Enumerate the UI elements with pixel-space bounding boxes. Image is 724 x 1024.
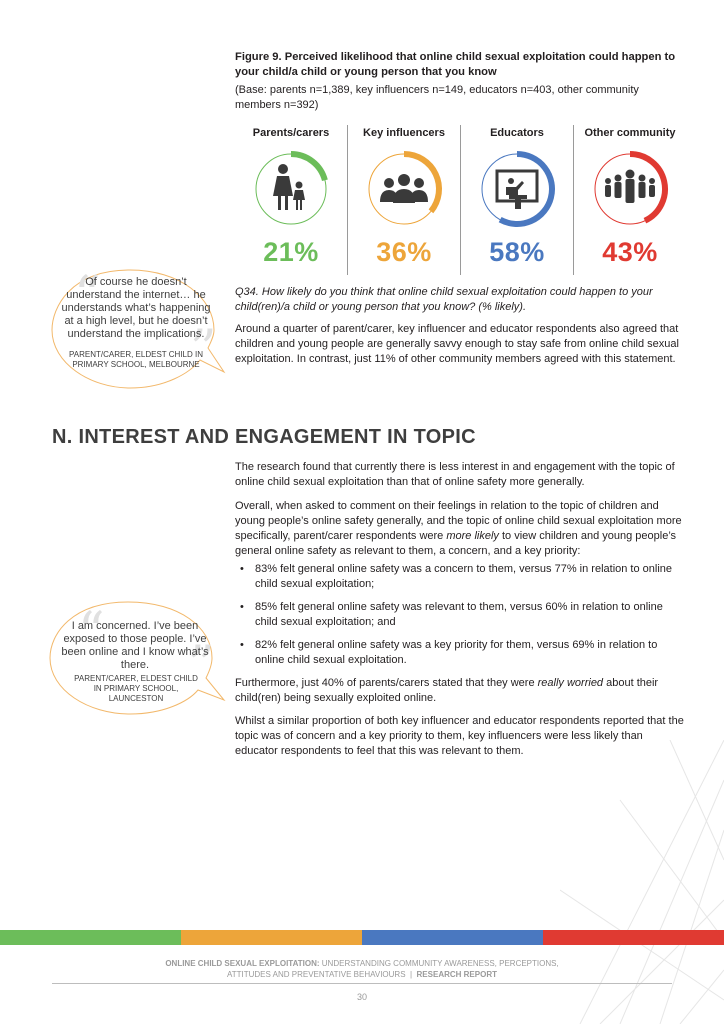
survey-question: Q34. How likely do you think that online child sexual exploitation could happen to your child(ren)/a child or young person that you know? (% likely). xyxy=(235,286,653,313)
category-label: Educators xyxy=(490,127,544,139)
findings-list xyxy=(235,562,685,676)
color-bar-red xyxy=(543,930,724,945)
quote-text: I am concerned. I’ve been exposed to those people. I’ve been online and I know what’s there. xyxy=(61,620,209,671)
donut-educators xyxy=(475,147,559,231)
list-item: • 82% felt general online safety was a key priority for them, versus 69% in relation to online child sexual exploitation. xyxy=(235,638,685,668)
donut-other-community xyxy=(588,147,672,231)
parent-child-icon xyxy=(273,164,305,210)
open-quote-icon: “ xyxy=(78,602,105,662)
paragraph-overall xyxy=(235,499,685,559)
paragraph-influencers: Whilst a similar proportion of both key influencer and educator respondents reported that the topic was of concern and a key priority to them, key influencers were less likely than educator respondents to feel that this was relevant to them. xyxy=(235,715,684,757)
text-span: Overall, when asked to comment on their feelings in relation to the topic of children and young people’s online safety generally, and the topic of online child sexual exploitation more specifically, parent/carer respondents were xyxy=(235,500,682,542)
close-quote-icon: ” xyxy=(188,636,215,696)
quote-bubble xyxy=(50,268,226,392)
donut-parents xyxy=(249,147,333,231)
teacher-presentation-icon xyxy=(497,171,537,209)
quote-attribution: PARENT/CARER, ELDEST CHILD IN PRIMARY SCHOOL, LAUNCESTON xyxy=(74,674,198,703)
donut-key-influencers xyxy=(362,147,446,231)
open-quote-icon: “ xyxy=(74,266,101,326)
text-span: Furthermore, just 40% of parents/carers stated that they were xyxy=(235,677,538,689)
list-item: • 83% felt general online safety was a concern to them, versus 77% in relation to online child sexual exploitation; xyxy=(235,562,685,592)
paragraph-interest: The research found that currently there is less interest in and engagement with the topic of online child sexual exploitation than that of online safety more generally. xyxy=(235,461,675,488)
quote-text: Of course he doesn’t understand the internet… he understands what’s happening at a high level, but he doesn’t understand the implications. xyxy=(61,276,211,340)
category-label: Parents/carers xyxy=(252,127,330,139)
figure-base: (Base: parents n=1,389, key influencers n=149, educators n=403, other community members n=392) xyxy=(235,84,639,111)
footer-report-label: RESEARCH REPORT xyxy=(416,970,497,979)
section-heading: N. INTEREST AND ENGAGEMENT IN TOPIC xyxy=(52,426,476,448)
quote-attribution: PARENT/CARER, ELDEST CHILD IN PRIMARY SCHOOL, MELBOURNE xyxy=(69,350,203,369)
list-item: • 85% felt general online safety was relevant to them, versus 60% in relation to online child sexual exploitation; and xyxy=(235,600,685,630)
footer-title-bold: ONLINE CHILD SEXUAL EXPLOITATION: xyxy=(165,959,320,968)
panel-educators xyxy=(461,125,573,275)
panel-other-community xyxy=(574,125,686,275)
page-footer xyxy=(0,958,724,980)
figure-chart xyxy=(235,125,685,275)
text-span: to view children and young people’s general online safety as relevant to them, a concern, and a key priority: xyxy=(235,530,677,557)
emphasis-text: more likely xyxy=(446,530,499,542)
figure-title: Figure 9. Perceived likelihood that online child sexual exploitation could happen to your child/a child or young person that you know xyxy=(235,51,676,78)
value-label: 21% xyxy=(263,237,319,267)
page-number: 30 xyxy=(356,992,367,1002)
decorative-lines xyxy=(560,740,724,1024)
category-label: Key influencers xyxy=(363,127,445,139)
emphasis-text: really worried xyxy=(537,677,604,689)
color-bar-green xyxy=(0,930,181,945)
color-bar-orange xyxy=(181,930,362,945)
close-quote-icon: ” xyxy=(190,320,217,380)
footer-rule xyxy=(52,983,672,984)
panel-parents xyxy=(235,125,347,275)
footer-line-1 xyxy=(0,958,724,969)
panel-key-influencers xyxy=(348,125,460,275)
paragraph-savvy: Around a quarter of parent/carer, key influencer and educator respondents also agreed that children and young people are generally savvy enough to stay safe from online child sexual exploitation. In contrast, just 11% of other community members agreed with this statement. xyxy=(235,323,679,365)
value-label: 58% xyxy=(489,237,545,267)
value-label: 36% xyxy=(376,237,432,267)
footer-subtitle: ATTITUDES AND PREVENTATIVE BEHAVIOURS xyxy=(227,970,406,979)
crowd-icon xyxy=(605,170,655,204)
footer-line-2 xyxy=(0,969,724,980)
color-bar-blue xyxy=(362,930,543,945)
footer-separator: | xyxy=(410,970,413,979)
category-label: Other community xyxy=(584,127,676,139)
text-span: about their child(ren) being sexually exploited online. xyxy=(235,677,659,704)
donut-arc xyxy=(291,154,325,180)
group-of-three-icon xyxy=(380,174,428,203)
donut-arc xyxy=(630,154,665,221)
footer-title-rest: UNDERSTANDING COMMUNITY AWARENESS, PERCEPTIONS, xyxy=(319,959,559,968)
value-label: 43% xyxy=(602,237,658,267)
paragraph-worried xyxy=(235,676,685,706)
quote-bubble xyxy=(48,600,226,718)
